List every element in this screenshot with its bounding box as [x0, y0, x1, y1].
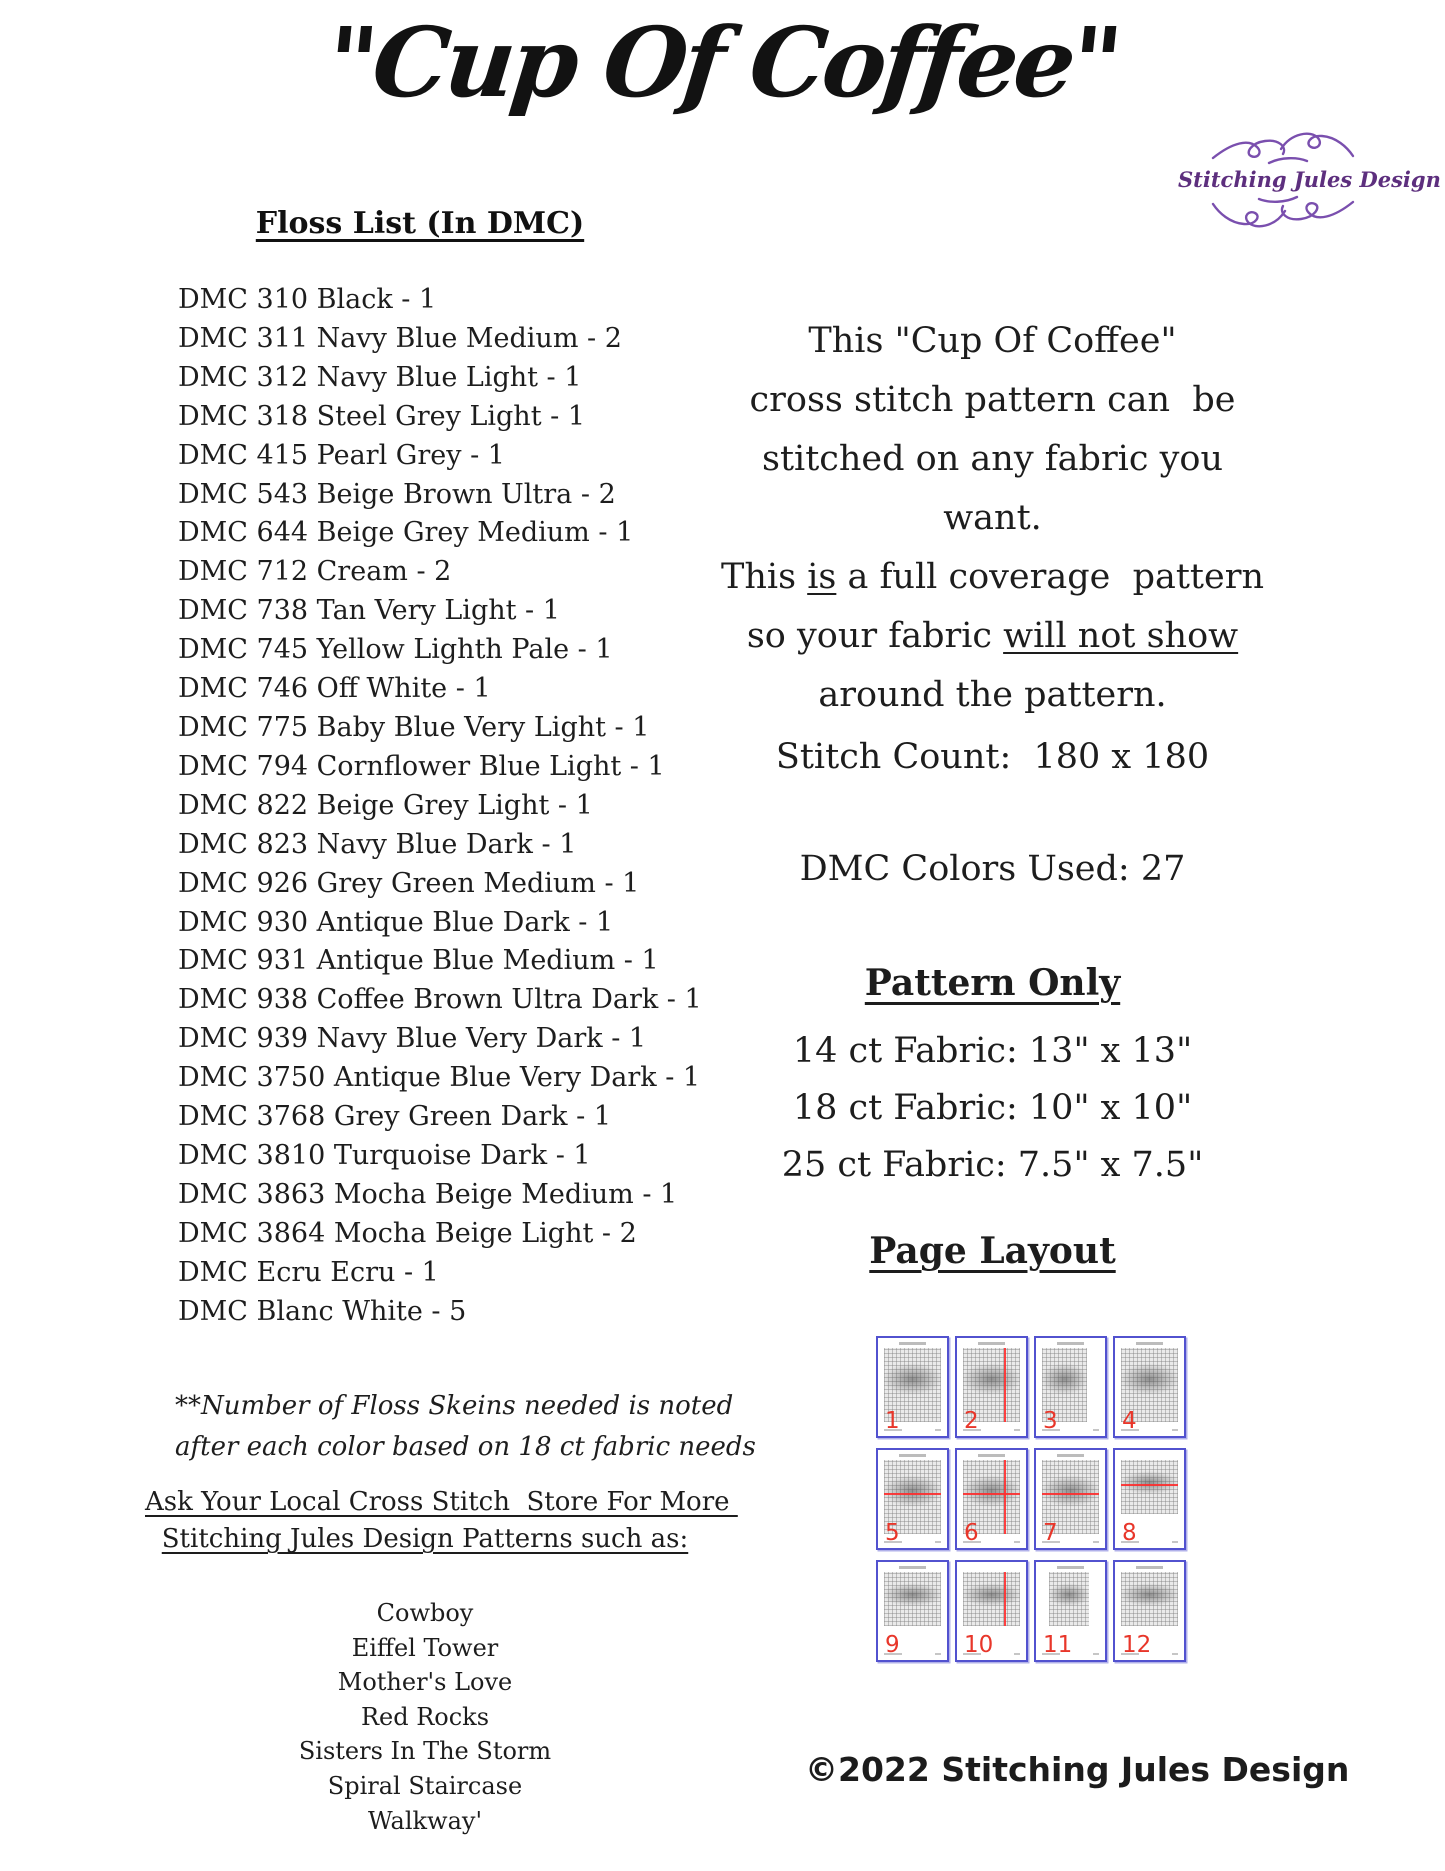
dmc-colors-used: DMC Colors Used: 27 — [799, 849, 1186, 889]
thumbnail-title-placeholder — [1136, 1342, 1164, 1345]
floss-list-item: DMC Blanc White - 5 — [178, 1295, 467, 1327]
thumbnail-title-placeholder — [899, 1454, 927, 1457]
description-line: This "Cup Of Coffee" — [808, 321, 1177, 361]
floss-list — [178, 281, 702, 1331]
thumbnail-chart-preview — [1049, 1572, 1089, 1626]
brand-name: Stitching Jules Design — [1178, 167, 1441, 192]
description-line: stitched on any fabric you want. — [762, 439, 1235, 538]
description-line: around the pattern. — [818, 675, 1167, 715]
thumbnail-footer-placeholder — [1172, 1653, 1178, 1655]
thumbnail-page-number: 4 — [1122, 1408, 1137, 1434]
thumbnail-footer-placeholder — [1014, 1429, 1020, 1431]
copyright-text: ©2022 Stitching Jules Design — [805, 1750, 1350, 1789]
fabric-size-18ct: 18 ct Fabric: 10" x 10" — [792, 1088, 1193, 1128]
thumbnail-title-placeholder — [1057, 1566, 1085, 1569]
floss-list-item: DMC 931 Antique Blue Medium - 1 — [178, 945, 659, 977]
pattern-page-thumbnail — [1113, 1560, 1186, 1662]
thumbnail-title-placeholder — [978, 1454, 1006, 1457]
flourish-swirl-icon — [1203, 192, 1363, 234]
pattern-description — [710, 312, 1275, 725]
floss-list-item: DMC 930 Antique Blue Dark - 1 — [178, 906, 614, 938]
floss-list-item: DMC Ecru Ecru - 1 — [178, 1256, 439, 1288]
floss-list-item: DMC 794 Cornflower Blue Light - 1 — [178, 750, 665, 782]
floss-list-item: DMC 3768 Grey Green Dark - 1 — [178, 1101, 612, 1133]
thumbnail-footer-placeholder — [1172, 1541, 1178, 1543]
thumbnail-footer-placeholder — [935, 1541, 941, 1543]
suggested-patterns-list — [145, 1596, 705, 1838]
thumbnail-page-number: 9 — [885, 1632, 900, 1658]
floss-list-item: DMC 415 Pearl Grey - 1 — [178, 439, 505, 471]
floss-list-item: DMC 938 Coffee Brown Ultra Dark - 1 — [178, 984, 702, 1016]
thumbnail-page-number: 2 — [964, 1408, 979, 1434]
floss-note-line: **Number of Floss Skeins needed is noted — [175, 1391, 734, 1421]
pattern-page-thumbnail — [1034, 1560, 1107, 1662]
thumbnail-footer-placeholder — [1093, 1653, 1099, 1655]
thumbnail-page-number: 11 — [1043, 1632, 1073, 1658]
floss-list-item: DMC 3750 Antique Blue Very Dark - 1 — [178, 1062, 701, 1094]
floss-list-item: DMC 311 Navy Blue Medium - 2 — [178, 322, 622, 354]
pattern-page-thumbnail — [876, 1448, 949, 1550]
pattern-page-thumbnail — [1034, 1336, 1107, 1438]
floss-list-item: DMC 738 Tan Very Light - 1 — [178, 595, 560, 627]
pattern-only-heading: Pattern Only — [864, 962, 1121, 1004]
fabric-size-25ct: 25 ct Fabric: 7.5" x 7.5" — [781, 1145, 1204, 1185]
thumbnail-page-number: 1 — [885, 1408, 900, 1434]
floss-list-item: DMC 823 Navy Blue Dark - 1 — [178, 828, 577, 860]
pattern-page-thumbnail — [1113, 1336, 1186, 1438]
thumbnail-page-number: 8 — [1122, 1520, 1137, 1546]
pattern-page-thumbnail — [876, 1336, 949, 1438]
thumbnail-title-placeholder — [1136, 1566, 1164, 1569]
thumbnail-title-placeholder — [899, 1566, 927, 1569]
page-title: "Cup Of Coffee" — [321, 6, 1124, 119]
thumbnail-footer-placeholder — [1014, 1653, 1020, 1655]
thumbnail-footer-placeholder — [1014, 1541, 1020, 1543]
floss-list-item: DMC 3864 Mocha Beige Light - 2 — [178, 1217, 637, 1249]
floss-list-item: DMC 310 Black - 1 — [178, 284, 437, 315]
thumbnail-title-placeholder — [978, 1342, 1006, 1345]
pattern-page-thumbnail — [955, 1560, 1028, 1662]
pattern-page-thumbnail — [876, 1560, 949, 1662]
brand-logo — [1178, 126, 1441, 234]
floss-list-item: DMC 746 Off White - 1 — [178, 673, 491, 705]
floss-list-item: DMC 775 Baby Blue Very Light - 1 — [178, 711, 650, 743]
page-layout-grid — [876, 1336, 1186, 1662]
store-promo-text — [145, 1484, 738, 1558]
floss-list-item: DMC 3810 Turquoise Dark - 1 — [178, 1139, 591, 1171]
fabric-sizes — [710, 1023, 1275, 1194]
pattern-page-thumbnail — [955, 1336, 1028, 1438]
store-promo-line: Stitching Jules Design Patterns such as: — [161, 1524, 689, 1554]
thumbnail-footer-placeholder — [1172, 1429, 1178, 1431]
thumbnail-page-number: 12 — [1122, 1632, 1152, 1658]
description-line: cross stitch pattern can be — [749, 380, 1236, 420]
suggested-pattern-item: Walkway' — [367, 1806, 483, 1835]
flourish-swirl-icon — [1203, 126, 1363, 168]
thumbnail-page-number: 3 — [1043, 1408, 1058, 1434]
pattern-page-thumbnail — [955, 1448, 1028, 1550]
thumbnail-title-placeholder — [1057, 1454, 1085, 1457]
floss-list-item: DMC 543 Beige Brown Ultra - 2 — [178, 478, 616, 510]
store-promo-line: Ask Your Local Cross Stitch Store For More — [145, 1487, 738, 1517]
thumbnail-chart-preview — [963, 1572, 1020, 1626]
pattern-page-thumbnail — [1113, 1448, 1186, 1550]
floss-list-item: DMC 318 Steel Grey Light - 1 — [178, 400, 586, 432]
stitch-count: Stitch Count: 180 x 180 — [775, 737, 1210, 777]
floss-list-heading: Floss List (In DMC) — [255, 206, 585, 241]
suggested-pattern-item: Mother's Love — [337, 1668, 513, 1697]
thumbnail-title-placeholder — [1057, 1342, 1085, 1345]
fabric-size-14ct: 14 ct Fabric: 13" x 13" — [792, 1031, 1193, 1071]
floss-list-item: DMC 822 Beige Grey Light - 1 — [178, 789, 593, 821]
floss-list-item: DMC 939 Navy Blue Very Dark - 1 — [178, 1023, 647, 1055]
description-line: so your fabric will not show — [746, 616, 1239, 656]
floss-note-line: after each color based on 18 ct fabric needs — [175, 1432, 756, 1462]
thumbnail-chart-preview — [1121, 1460, 1178, 1514]
suggested-pattern-item: Eiffel Tower — [351, 1633, 499, 1662]
thumbnail-page-number: 6 — [964, 1520, 979, 1546]
floss-skeins-note — [175, 1386, 756, 1468]
thumbnail-page-number: 5 — [885, 1520, 900, 1546]
suggested-pattern-item: Cowboy — [376, 1599, 474, 1627]
thumbnail-footer-placeholder — [935, 1653, 941, 1655]
floss-list-item: DMC 312 Navy Blue Light - 1 — [178, 361, 582, 393]
thumbnail-chart-preview — [884, 1572, 941, 1626]
thumbnail-footer-placeholder — [1093, 1541, 1099, 1543]
thumbnail-footer-placeholder — [1093, 1429, 1099, 1431]
floss-list-item: DMC 3863 Mocha Beige Medium - 1 — [178, 1178, 678, 1210]
thumbnail-footer-placeholder — [935, 1429, 941, 1431]
description-line: This is a full coverage pattern — [721, 557, 1264, 597]
pattern-page-thumbnail — [1034, 1448, 1107, 1550]
suggested-pattern-item: Spiral Staircase — [327, 1771, 523, 1800]
suggested-pattern-item: Sisters In The Storm — [298, 1737, 552, 1766]
floss-list-item: DMC 745 Yellow Lighth Pale - 1 — [178, 634, 613, 666]
floss-list-item: DMC 644 Beige Grey Medium - 1 — [178, 517, 634, 549]
thumbnail-title-placeholder — [899, 1342, 927, 1345]
thumbnail-chart-preview — [1121, 1572, 1178, 1626]
floss-list-item: DMC 926 Grey Green Medium - 1 — [178, 867, 640, 899]
thumbnail-page-number: 10 — [964, 1632, 994, 1658]
page-layout-heading: Page Layout — [869, 1230, 1116, 1272]
suggested-pattern-item: Red Rocks — [360, 1702, 490, 1731]
thumbnail-page-number: 7 — [1043, 1520, 1058, 1546]
floss-list-item: DMC 712 Cream - 2 — [178, 556, 452, 588]
